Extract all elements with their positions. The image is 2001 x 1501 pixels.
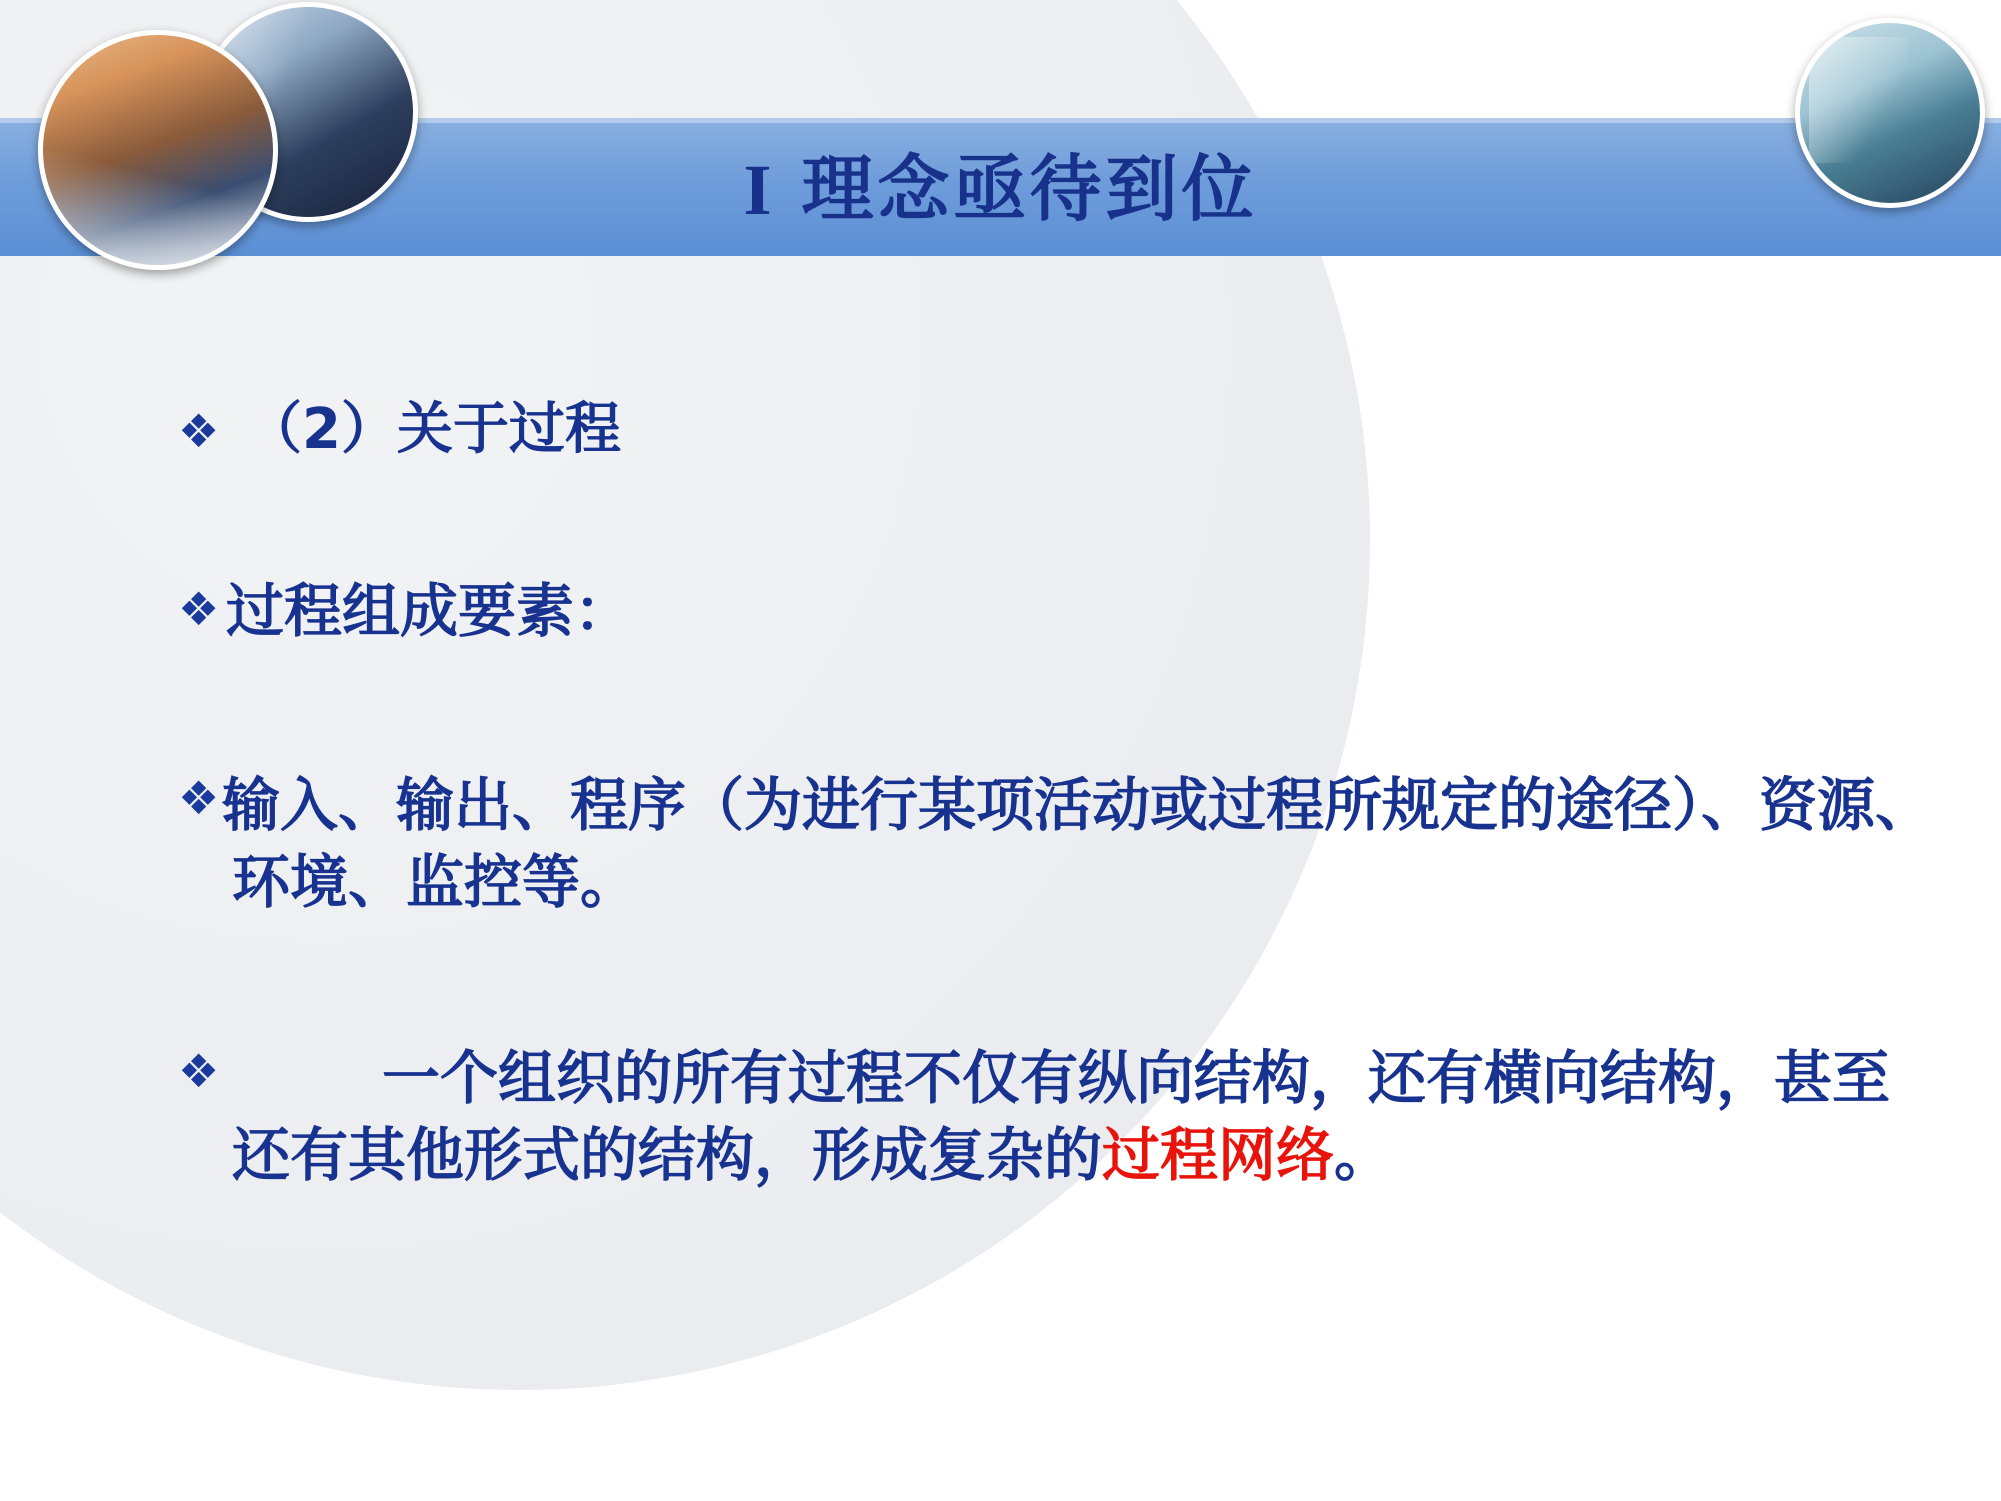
- slide-body: [0, 300, 2001, 1215]
- page-title-number: I: [743, 150, 776, 230]
- bullet-diamond-icon: ❖: [178, 771, 220, 826]
- photo-bubble-team-at-laptop: [38, 30, 278, 270]
- photo-bubble-presenter: [1795, 18, 1985, 208]
- bullet-item-2-text: 过程组成要素：: [226, 577, 633, 646]
- bullet-item-1: [0, 396, 2001, 464]
- bullet-item-4-tail: 。: [1334, 1120, 1393, 1189]
- bullet-item-4: [0, 1040, 2001, 1193]
- bullet-diamond-icon: ❖: [178, 1044, 220, 1099]
- bullet-item-4-lead: 一个组织的所有过程不仅有纵向结构，还有横向结构，甚至还有其他形式的结构，形成复杂的: [232, 1044, 1891, 1189]
- bullet-item-4-highlight: 过程网络: [1102, 1120, 1335, 1189]
- page-title-label: 理念亟待到位: [801, 147, 1258, 231]
- bullet-item-1-text: （2）关于过程: [246, 397, 621, 462]
- bullet-item-4-text: [232, 1040, 1941, 1193]
- bullet-item-3: [0, 767, 2001, 920]
- bullet-diamond-icon: ❖: [178, 582, 220, 637]
- bullet-item-2: [0, 576, 2001, 647]
- bubble-highlight: [43, 150, 273, 270]
- bullet-diamond-icon: ❖: [178, 404, 220, 458]
- bullet-item-3-text: 输入、输出、程序（为进行某项活动或过程所规定的途径）、资源、环境、监控等。: [222, 771, 1934, 916]
- bubble-highlight: [1809, 37, 1908, 163]
